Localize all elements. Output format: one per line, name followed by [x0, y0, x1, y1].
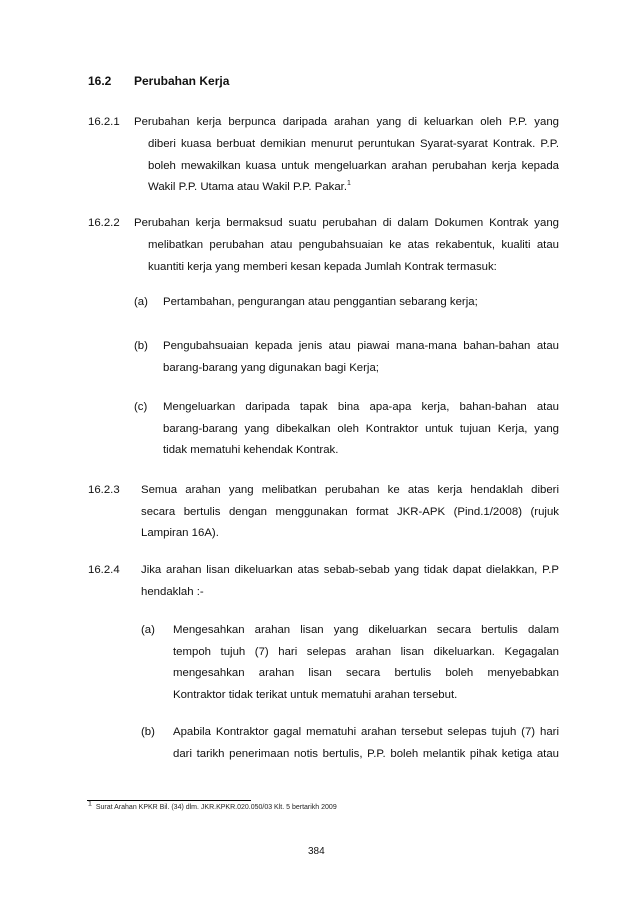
- text-line: mengesahkan arahan lisan secara bertulis boleh menyebabkan: [173, 667, 559, 679]
- text-line: dari tarikh penerimaan notis bertulis, P.P. boleh melantik pihak ketiga atau: [173, 747, 559, 760]
- text-line: Pertambahan, pengurangan atau penggantian sebarang kerja;: [163, 296, 478, 308]
- footnote-text: Surat Arahan KPKR Bil. (34) dlm. JKR.KPKR.020.050/03 Klt. 5 bertarikh 2009: [95, 804, 337, 811]
- footnote: [88, 800, 337, 813]
- text-line: kuantiti kerja yang memberi kesan kepada Jumlah Kontrak termasuk:: [148, 260, 497, 273]
- list-item-label: (b): [134, 340, 148, 352]
- list-item-label: (c): [134, 401, 148, 413]
- paragraph-16-2-4: [141, 560, 559, 603]
- text-line: tempoh tujuh (7) hari selepas arahan lisan dikeluarkan. Kegagalan: [173, 645, 559, 658]
- text-line: melibatkan perubahan atau pengubahsuaian ke atas rekabentuk, kualiti atau: [148, 239, 559, 251]
- text-line: barang-barang yang dibekalkan oleh Kontraktor untuk tujuan Kerja, yang: [163, 422, 559, 435]
- text-line: Perubahan kerja bermaksud suatu perubahan di dalam Dokumen Kontrak yang: [134, 217, 559, 229]
- paragraph-number: 16.2.3: [88, 484, 120, 496]
- paragraph-number: 16.2.1: [88, 116, 120, 128]
- text-line: Mengeluarkan daripada tapak bina apa-apa kerja, bahan-bahan atau: [163, 401, 559, 413]
- footnote-mark: 1: [88, 800, 92, 808]
- list-item: [163, 397, 559, 462]
- text-line: Wakil P.P. Utama atau Wakil P.P. Pakar.$^1$: [148, 180, 351, 193]
- text-line: Kontraktor tidak terikat untuk mematuhi arahan tersebut.: [173, 688, 458, 701]
- text-line: Perubahan kerja berpunca daripada arahan yang di keluarkan oleh P.P. yang: [134, 116, 559, 128]
- list-item: [173, 722, 559, 765]
- list-item-label: (b): [141, 726, 155, 738]
- paragraph-16-2-1: [134, 112, 559, 134]
- text-line: hendaklah :-: [141, 585, 204, 598]
- section-title: Perubahan Kerja: [134, 74, 230, 88]
- list-item: [163, 336, 559, 379]
- text-line: Mengesahkan arahan lisan yang dikeluarkan secara bertulis dalam: [173, 624, 559, 636]
- paragraph-16-2-2: [134, 213, 559, 235]
- text-line: tidak mematuhi kehendak Kontrak.: [163, 444, 339, 456]
- text-line: Jika arahan lisan dikeluarkan atas sebab-sebab yang tidak dapat dielakkan, P.P: [141, 564, 559, 576]
- text-line: secara bertulis dengan menggunakan format JKR-APK (Pind.1/2008) (rujuk: [141, 505, 559, 518]
- paragraph-number: 16.2.2: [88, 217, 120, 229]
- text-line: diberi kuasa berbuat demikian menurut peruntukan Syarat-syarat Kontrak. P.P.: [148, 138, 559, 150]
- text-line: Semua arahan yang melibatkan perubahan ke atas kerja hendaklah diberi: [141, 484, 559, 496]
- text-line: Lampiran 16A).: [141, 527, 219, 539]
- list-item: [163, 292, 559, 314]
- footnote-divider: [87, 800, 251, 801]
- text-line: Apabila Kontraktor gagal mematuhi arahan tersebut selepas tujuh (7) hari: [173, 726, 559, 738]
- paragraph-16-2-3: [141, 480, 559, 545]
- list-item-label: (a): [134, 296, 148, 308]
- page-number: 384: [308, 846, 325, 857]
- paragraph-16-2-2-body: [148, 235, 559, 278]
- footnote-ref[interactable]: 1: [347, 180, 351, 188]
- text-line: Pengubahsuaian kepada jenis atau piawai mana-mana bahan-bahan atau: [163, 340, 559, 352]
- paragraph-16-2-1-body: [148, 134, 559, 199]
- paragraph-number: 16.2.4: [88, 564, 120, 576]
- text-line: boleh mewakilkan kuasa untuk mengeluarkan arahan perubahan kerja kepada: [148, 159, 559, 172]
- text-line: barang-barang yang digunakan bagi Kerja;: [163, 361, 379, 374]
- list-item: [173, 620, 559, 706]
- section-number: 16.2: [88, 74, 112, 88]
- list-item-label: (a): [141, 624, 155, 636]
